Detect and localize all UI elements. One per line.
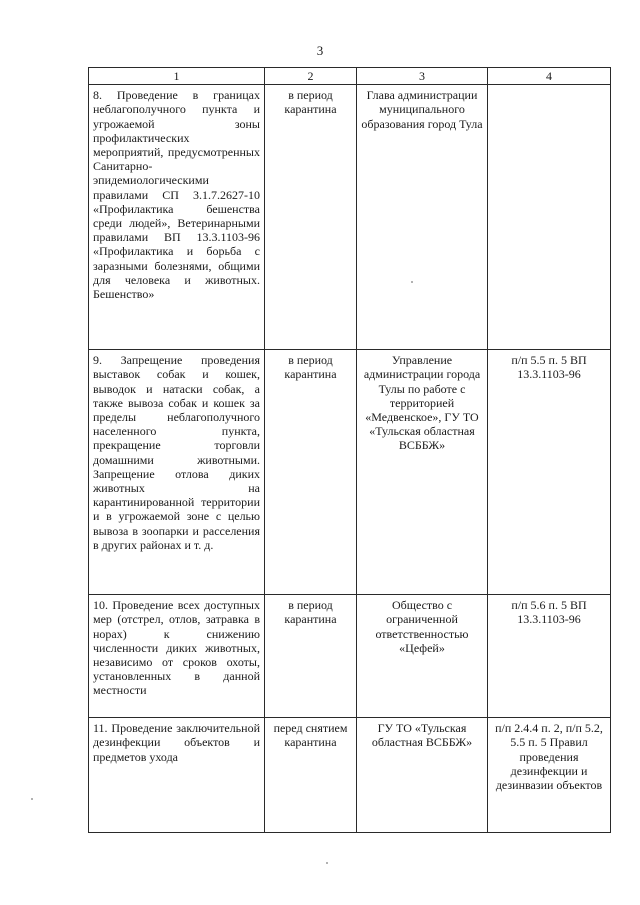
responsible-cell: ГУ ТО «Тульская областная ВСББЖ» (357, 718, 488, 833)
scan-speck (31, 798, 33, 800)
measure-cell: 10. Проведение всех доступных мер (отстрел, отлов, затравка в норах) к снижению численности диких животных, независимо от сроков охоты, установленных в данной местности (89, 595, 265, 718)
responsible-cell: Общество с ограниченной ответственностью «Цефей» (357, 595, 488, 718)
measures-table (88, 67, 611, 833)
basis-cell (488, 85, 611, 350)
responsible-cell: Глава администрации муниципального образования город Тула (357, 85, 488, 350)
table-row (89, 718, 611, 833)
scan-speck (411, 281, 413, 283)
term-cell: перед снятием карантина (265, 718, 357, 833)
page-number: 3 (316, 43, 324, 58)
header-cell-1: 1 (89, 68, 265, 85)
table-row (89, 85, 611, 350)
header-cell-2: 2 (265, 68, 357, 85)
basis-cell: п/п 5.5 п. 5 ВП 13.3.1103-96 (488, 350, 611, 595)
basis-cell: п/п 2.4.4 п. 2, п/п 5.2, 5.5 п. 5 Правил проведения дезинфекции и дезинвазии объектов (488, 718, 611, 833)
term-cell: в период карантина (265, 350, 357, 595)
table-row (89, 350, 611, 595)
header-row (89, 68, 611, 85)
scan-speck (326, 862, 328, 864)
term-cell: в период карантина (265, 595, 357, 718)
measure-cell: 11. Проведение заключительной дезинфекции объектов и предметов ухода (89, 718, 265, 833)
header-cell-4: 4 (488, 68, 611, 85)
basis-cell: п/п 5.6 п. 5 ВП 13.3.1103-96 (488, 595, 611, 718)
measure-cell: 8. Проведение в границах неблагополучного пункта и угрожаемой зоны профилактических мероприятий, предусмотренных Санитарно-эпидемиологическими правилами СП 3.1.7.2627-10 «Профилактика бешенства среди людей», Ветеринарными правилами ВП 13.3.1103-96 «Профилактика и борьба с заразными болезнями, общими для человека и животных. Бешенство» (89, 85, 265, 350)
measure-cell: 9. Запрещение проведения выставок собак и кошек, выводок и натаски собак, а также вывоза собак и кошек за пределы неблагополучного населенного пункта, прекращение торговли домашними животными. Запрещение отлова диких животных на карантинированной территории и в угрожаемой зоне с целью вывоза в зоопарки и расселения в других районах и т. д. (89, 350, 265, 595)
term-cell: в период карантина (265, 85, 357, 350)
responsible-cell: Управление администрации города Тулы по работе с территорией «Медвенское», ГУ ТО «Тульская областная ВСББЖ» (357, 350, 488, 595)
table-row (89, 595, 611, 718)
header-cell-3: 3 (357, 68, 488, 85)
